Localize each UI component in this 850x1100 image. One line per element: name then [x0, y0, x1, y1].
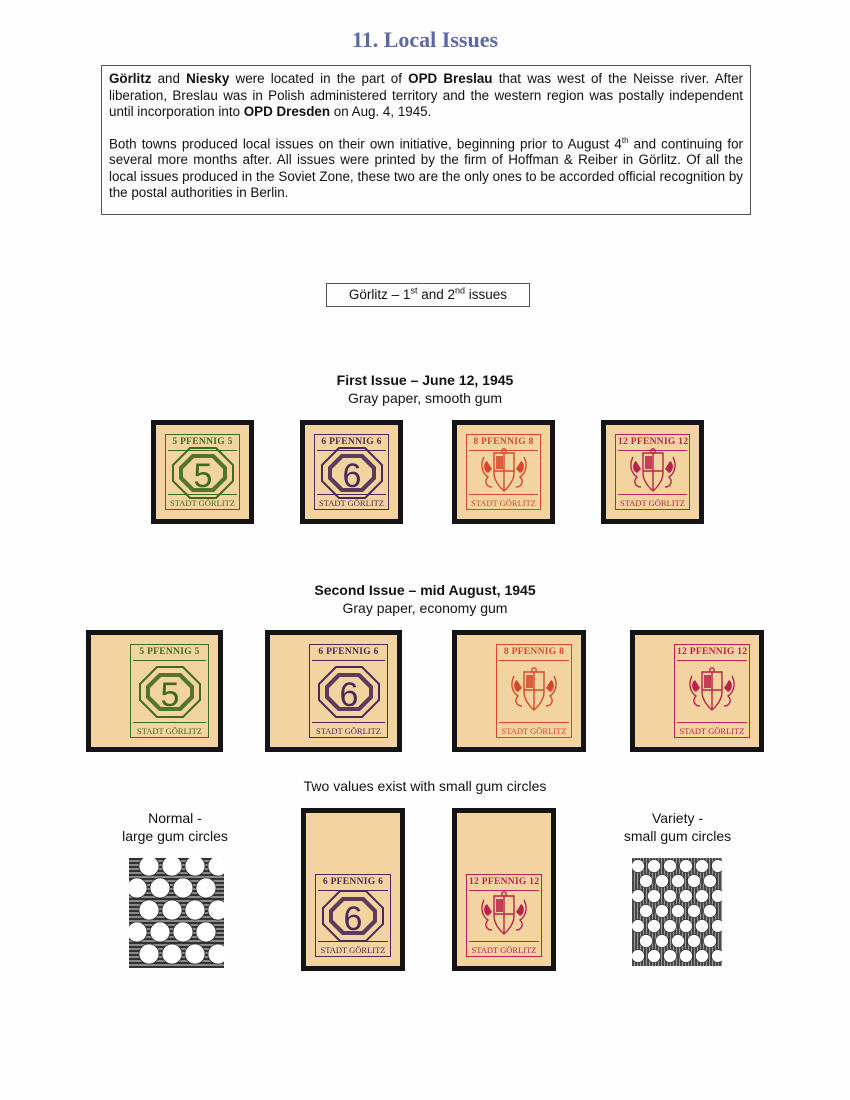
stamp-design [469, 890, 539, 942]
stamp-town: STADT GÖRLITZ [471, 945, 537, 955]
stamp-town: STADT GÖRLITZ [619, 498, 686, 508]
stamp-design [469, 450, 538, 495]
stamp [665, 635, 759, 747]
stamp-design [312, 660, 385, 723]
stamp [306, 865, 400, 966]
page-title: 11. Local Issues [351, 27, 499, 52]
variety-gum-label: Variety - small gum circles [623, 810, 732, 844]
stamp-variety-12pf [452, 808, 556, 971]
stamp-value: 6 PFENNIG 6 [322, 877, 384, 887]
stamp-town: STADT GÖRLITZ [470, 498, 537, 508]
stamp-digit: 5 [160, 675, 179, 714]
stamp-value: 5 PFENNIG 5 [172, 437, 233, 447]
stamp-first-12pf [601, 420, 704, 524]
stamp-digit: 5 [193, 456, 212, 495]
stamp-town: STADT GÖRLITZ [315, 726, 382, 736]
stamp-design [317, 450, 386, 495]
stamp [121, 635, 218, 747]
large-gum-circles-image [129, 858, 224, 968]
stamp-second-5pf [86, 630, 223, 752]
stamp [305, 425, 398, 519]
normal-gum-label: Normal - large gum circles [122, 810, 228, 844]
stamp [457, 865, 551, 966]
stamp-design [499, 660, 569, 723]
stamp [300, 635, 397, 747]
intro-paragraph-1: Görlitz and Niesky were located in the part of OPD Breslau that was west of the Neisse river. After liberation, Breslau was in Polish administered territory and the western region was postally independent until incorporation into OPD Dresden on Aug. 4, 1945. [109, 71, 743, 119]
stamp-second-12pf [630, 630, 764, 752]
stamp-second-6pf [265, 630, 402, 752]
stamp-value: 12 PFENNIG 12 [469, 877, 540, 887]
stamp-first-6pf [300, 420, 403, 524]
stamp-value: 6 PFENNIG 6 [321, 437, 382, 447]
stamp-second-8pf [452, 630, 586, 752]
stamp-town: STADT GÖRLITZ [679, 726, 745, 736]
stamp-design [318, 890, 388, 942]
stamp-town: STADT GÖRLITZ [169, 498, 236, 508]
stamp-digit: 6 [343, 900, 363, 938]
gum-note: Two values exist with small gum circles [303, 778, 547, 794]
stamp-town: STADT GÖRLITZ [318, 498, 385, 508]
stamp-first-5pf [151, 420, 254, 524]
stamp-design [133, 660, 206, 723]
stamp-value: 12 PFENNIG 12 [618, 437, 689, 447]
stamp-value: 6 PFENNIG 6 [318, 647, 379, 657]
first-issue-caption: First Issue – June 12, 1945 Gray paper, smooth gum [336, 372, 514, 406]
stamp [156, 425, 249, 519]
stamp-town: STADT GÖRLITZ [136, 726, 203, 736]
second-issue-caption: Second Issue – mid August, 1945 Gray paper, economy gum [314, 582, 536, 616]
stamp-town: STADT GÖRLITZ [320, 945, 386, 955]
stamp-value: 8 PFENNIG 8 [473, 437, 534, 447]
stamp-town: STADT GÖRLITZ [501, 726, 567, 736]
stamp-value: 5 PFENNIG 5 [139, 647, 200, 657]
stamp-design [677, 660, 747, 723]
stamp-variety-6pf [301, 808, 405, 971]
intro-box [101, 65, 751, 215]
intro-paragraph-2: Both towns produced local issues on their own initiative, beginning prior to August 4th and continuing for several more months after. All issues were printed by the firm of Hoffman & Reiber in Görlitz. Of all the local issues produced in the Soviet Zone, these two are the only ones to be accorded official recognition by the postal authorities in Berlin. [109, 135, 743, 201]
section-label: Görlitz – 1st and 2nd issues [326, 283, 530, 307]
stamp-value: 12 PFENNIG 12 [677, 647, 748, 657]
stamp-value: 8 PFENNIG 8 [503, 647, 565, 657]
stamp-first-8pf [452, 420, 555, 524]
stamp-digit: 6 [339, 675, 358, 714]
stamp [457, 425, 550, 519]
small-gum-circles-image [632, 858, 722, 966]
stamp [606, 425, 699, 519]
stamp [487, 635, 581, 747]
stamp-design [168, 450, 237, 495]
stamp-design [618, 450, 687, 495]
stamp-digit: 6 [342, 456, 361, 495]
